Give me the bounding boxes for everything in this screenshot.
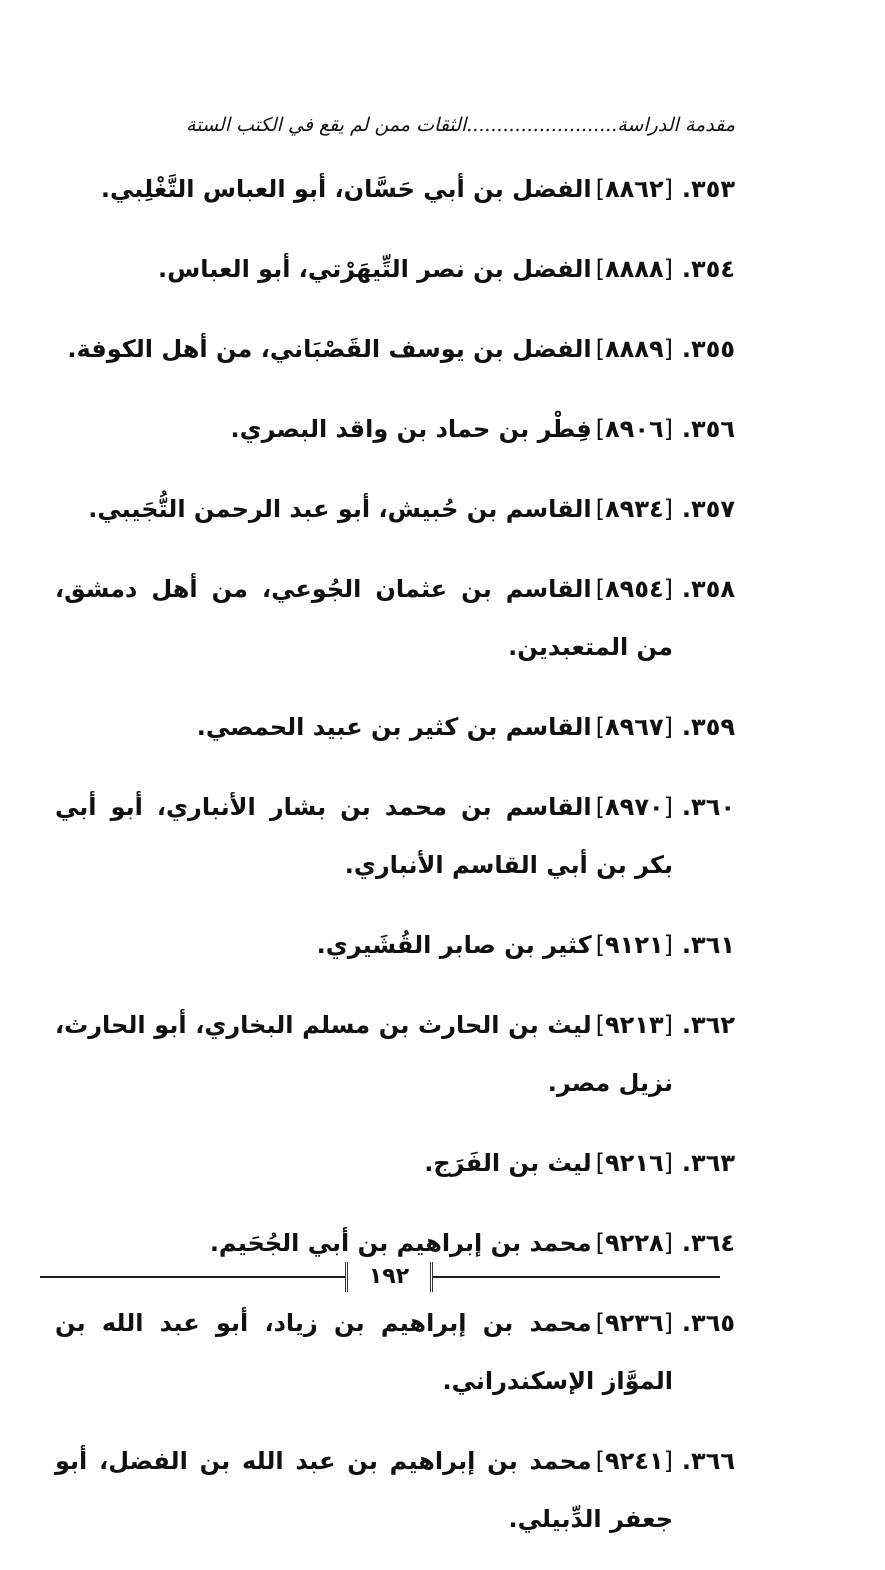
entry-text: محمد بن إبراهيم بن أبي الجُحَيم.	[209, 1229, 592, 1257]
entry-item	[55, 698, 735, 756]
entry-reference-number: ٩٢٢٨	[605, 1229, 664, 1257]
entry-reference-number: ٨٨٦٢	[605, 175, 664, 203]
entry-reference-number: ٨٩٠٦	[605, 415, 664, 443]
entry-body	[55, 996, 673, 1112]
entry-reference: [٨٨٨٩]	[595, 335, 673, 363]
entry-reference-number: ٨٩٦٧	[605, 713, 664, 741]
entry-reference-number: ٩٢٣٦	[605, 1309, 664, 1337]
entry-item	[55, 996, 735, 1112]
entry-number: ٣٦٦.	[681, 1447, 735, 1475]
entry-item	[55, 778, 735, 894]
entry-number: ٣٥٧.	[681, 495, 735, 523]
entry-text: القاسم بن حُبيش، أبو عبد الرحمن التُّجَيبي.	[88, 495, 592, 523]
entry-reference: [٩٢٤١]	[595, 1447, 673, 1475]
entry-item	[55, 916, 735, 974]
entry-number: ٣٥٨.	[681, 575, 735, 603]
running-header: مقدمة الدراسة.........................الثقات ممن لم يقع في الكتب الستة	[186, 114, 735, 136]
entry-number: ٣٦١.	[681, 931, 735, 959]
entry-item	[55, 480, 735, 538]
entries-list	[55, 160, 735, 1570]
entry-body	[55, 698, 673, 756]
entry-body	[55, 1134, 673, 1192]
entry-reference-number: ٨٨٨٨	[605, 255, 664, 283]
entry-text: ليث بن الفَرَج.	[424, 1149, 592, 1177]
entry-body	[55, 778, 673, 894]
entry-reference-number: ٩٢١٣	[605, 1011, 664, 1039]
entry-body	[55, 560, 673, 676]
entry-reference: [٩٢٣٦]	[595, 1309, 673, 1337]
entry-body	[55, 916, 673, 974]
entry-item	[55, 400, 735, 458]
entry-item	[55, 1432, 735, 1548]
entry-number: ٣٦٢.	[681, 1011, 735, 1039]
entry-reference: [٩٢١٣]	[595, 1011, 673, 1039]
entry-reference: [٨٩٧٠]	[595, 793, 673, 821]
entry-number: ٣٦٥.	[681, 1309, 735, 1337]
entry-body	[55, 1432, 673, 1548]
entry-number: ٣٥٣.	[681, 175, 735, 203]
page-number: ١٩٢	[345, 1262, 433, 1292]
entry-item	[55, 160, 735, 218]
entry-body	[55, 480, 673, 538]
entry-item	[55, 240, 735, 298]
entry-reference: [٨٨٦٢]	[595, 175, 673, 203]
entry-reference: [٨٩٦٧]	[595, 713, 673, 741]
entry-item	[55, 320, 735, 378]
entry-reference-number: ٨٩٣٤	[605, 495, 664, 523]
entry-reference-number: ٨٩٥٤	[605, 575, 664, 603]
entry-body	[55, 160, 673, 218]
entry-reference: [٨٩٥٤]	[595, 575, 673, 603]
entry-reference: [٨٩٠٦]	[595, 415, 673, 443]
entry-item	[55, 1134, 735, 1192]
entry-number: ٣٥٩.	[681, 713, 735, 741]
entry-item	[55, 560, 735, 676]
entry-text: القاسم بن محمد بن بشار الأنباري، أبو أبي بكر بن أبي القاسم الأنباري.	[55, 793, 673, 879]
entry-number: ٣٦٣.	[681, 1149, 735, 1177]
entry-reference: [٩٢١٦]	[595, 1149, 673, 1177]
entry-text: ليث بن الحارث بن مسلم البخاري، أبو الحارث، نزيل مصر.	[55, 1011, 673, 1097]
entry-body	[55, 1294, 673, 1410]
entry-reference: [٩٢٢٨]	[595, 1229, 673, 1257]
entry-number: ٣٦٤.	[681, 1229, 735, 1257]
entry-text: كثير بن صابر القُشَيري.	[316, 931, 592, 959]
entry-number: ٣٦٠.	[681, 793, 735, 821]
entry-reference: [٨٩٣٤]	[595, 495, 673, 523]
entry-text: محمد بن إبراهيم بن عبد الله بن الفضل، أبو جعفر الدِّبيلي.	[55, 1447, 673, 1533]
entry-reference: [٩١٢١]	[595, 931, 673, 959]
entry-item	[55, 1294, 735, 1410]
entry-text: فِطْر بن حماد بن واقد البصري.	[230, 415, 592, 443]
entry-body	[55, 240, 673, 298]
entry-number: ٣٥٤.	[681, 255, 735, 283]
entry-number: ٣٥٦.	[681, 415, 735, 443]
entry-text: الفضل بن أبي حَسَّان، أبو العباس التَّغْلِبي.	[100, 175, 592, 203]
entry-number: ٣٥٥.	[681, 335, 735, 363]
entry-reference-number: ٨٨٨٩	[605, 335, 664, 363]
entry-text: القاسم بن كثير بن عبيد الحمصي.	[196, 713, 592, 741]
entry-text: الفضل بن يوسف القَصْبَاني، من أهل الكوفة.	[67, 335, 592, 363]
entry-reference-number: ٨٩٧٠	[605, 793, 664, 821]
entry-text: القاسم بن عثمان الجُوعي، من أهل دمشق، من المتعبدين.	[55, 575, 673, 661]
entry-body	[55, 400, 673, 458]
entry-text: محمد بن إبراهيم بن زياد، أبو عبد الله بن الموَّاز الإسكندراني.	[55, 1309, 673, 1395]
entry-reference: [٨٨٨٨]	[595, 255, 673, 283]
entry-text: الفضل بن نصر التِّيهَرْتي، أبو العباس.	[157, 255, 592, 283]
entry-body	[55, 320, 673, 378]
entry-reference-number: ٩٢١٦	[605, 1149, 664, 1177]
entry-reference-number: ٩١٢١	[605, 931, 664, 959]
entry-reference-number: ٩٢٤١	[605, 1447, 664, 1475]
